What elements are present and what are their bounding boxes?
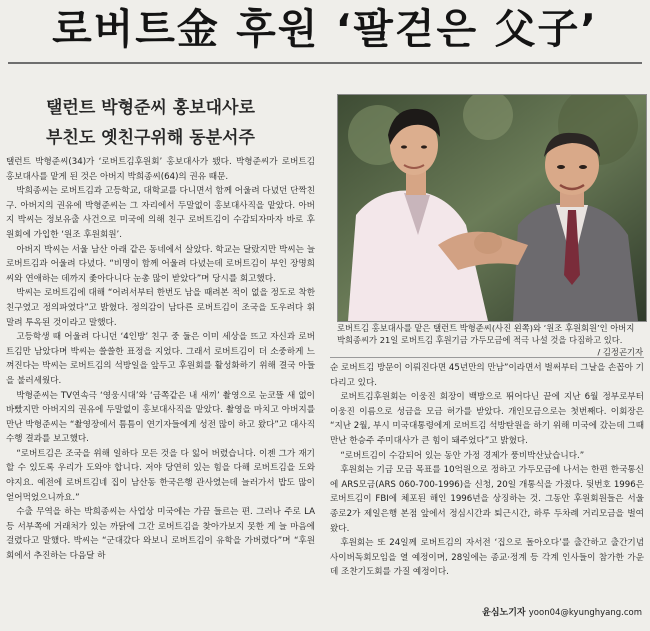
news-photo (337, 94, 647, 322)
photo-illustration (338, 95, 646, 321)
byline-email: yoon04@kyunghyang.com (528, 608, 642, 618)
article-right-column (330, 361, 644, 601)
paragraph: 수출 무역을 하는 박희종씨는 사업상 미국에는 가끔 들르는 편. 그러나 주로 LA 등 서부쪽에 거래처가 있는 까닭에 그간 로버트김을 찾아가보지 못한 게 늘 마음에 걸렸다고 말했다. 박씨는 “군대갔다 와보니 로버트김이 유학을 가버렸다”며 “후원회에서 추진하는 다음달 하 (6, 507, 315, 562)
photo-caption (337, 322, 643, 359)
paragraph: 후원회는 기금 모금 목표를 10억원으로 정하고 가두모금에 나서는 한편 한국통신에 ARS모금(ARS 060-700-1996)을 신청, 20일 개통식을 가졌다. 뒷번호 1996은 로버트김이 FBI에 체포된 해인 1996년을 상징하는 것. 그동안 후원회원들은 서울 종로2가 제일은행 본점 앞에서 정심시간과 퇴근시간, 하루 두차례 거리모금을 벌여왔다. (330, 465, 644, 534)
paragraph: 고등학생 때 어울려 다니던 ‘4인방’ 친구 중 둘은 이미 세상을 뜨고 자신과 로버트김만 남았다며 박씨는 쓸쓸한 표정을 지었다. 그래서 로버트김이 더 소중하게 느껴진다는 박씨는 로버트김의 석방일을 앞두고 후원회를 활성화하기 위해 결국 아들을 불러세웠다. (6, 332, 315, 386)
paragraph: 박씨는 로버트김에 대해 “어려서부터 한번도 남을 때려본 적이 없을 정도로 착한 친구였고 정의파였다”고 밝혔다. 정의감이 남다른 로버트김이 조국을 도우려다 휘말려 투옥된 것이라고 말했다. (6, 288, 315, 328)
paragraph: 아버지 박씨는 서울 남산 아래 같은 동네에서 살았다. 학교는 달랐지만 박씨는 늘 로버트김과 어울려 다녔다. “비명이 함께 어울려 다녔는데 로버트김이 부인 장명희씨와 연애하는 데까지 좇아다니다 눈총 많이 받았다”며 당시를 회고했다. (6, 244, 315, 284)
article-left-column (6, 155, 315, 623)
caption-divider (330, 357, 644, 358)
paragraph: “로버트김은 조국을 위해 일하다 모든 것을 다 잃어 버렸습니다. 이젠 그가 재기할 수 있도록 우리가 도와야 합니다. 저야 당연히 있는 힘을 다해 로버트김을 도와야지요. 예전에 로버트김네 집이 남산동 한국은행 관사였는데 늘러가서 밥도 많이 얻어먹었으니까요.” (6, 448, 315, 503)
caption-text: 로버트김 홍보대사를 맡은 탤런트 박형준씨(사진 왼쪽)와 ‘원조 후원회원’인 아버지 박희종씨가 21일 로버트김 후원기금 가두모금에 적극 나설 것을 다짐하고 있다. (337, 323, 635, 346)
headline-divider (8, 62, 642, 64)
subheadline-line-2: 부친도 옛친구위해 동분서주 (46, 128, 255, 148)
paragraph: 박희종씨는 로버트김과 고등학교, 대학교를 다니면서 함께 어울려 다녔던 단짝친구. 아버지의 권유에 박형준씨는 그 자리에서 두말없이 홍보대사직을 맡았다. 아버지 박씨는 정보유출 사건으로 미국에 의해 친구 로버트김이 수감되자마자 바로 후원회에 가입한 ‘원조 후원회원’. (6, 186, 315, 240)
paragraph: 순 로버트김 방문이 이뤄진다면 45년만의 만남”이라면서 벌써부터 그날을 손꼽아 기다리고 있다. (330, 363, 644, 388)
paragraph: 로버트김후원회는 이웅진 회장이 백방으로 뛰어다닌 끝에 지난 6월 정부로부터 이웅진 이름으로 성금을 모금 허가를 받았다. 개인모금으로는 첫번째다. 이회장은 “지난 2월, 부시 미국대통령에게 로버트김 석방탄원을 하기 위해 미국에 갔는데 그때 만난 한승주 주미대사가 큰 힘이 돼주었다”고 밝혔다. (330, 392, 644, 446)
subheadline-line-1: 탤런트 박형준씨 홍보대사로 (46, 98, 255, 118)
paragraph: 탤런트 박형준씨(34)가 ‘로버트김후원회’ 홍보대사가 됐다. 박형준씨가 로버트김 홍보대사를 맡게 된 것은 아버지 박희종씨(64)의 권유 때문. (6, 157, 315, 182)
paragraph: 후원회는 또 24일께 로버트김의 자서전 ‘집으로 돌아오다’를 출간하고 출간기념 사이버독회모임을 열 예정이며, 28일에는 종교·정계 등 각계 인사들이 참가한 가운데 조찬기도회를 가질 예정이다. (330, 538, 644, 578)
headline: 로버트金 후원 ‘팔걷은 父子’ (52, 5, 598, 53)
paragraph: 박형준씨는 TV연속극 ‘영웅시대’와 ‘금쪽같은 내 새끼’ 촬영으로 눈코뜰 새 없이 바빴지만 아버지의 권유에 두말없이 홍보대사직을 맡았다. 촬영을 마치고 아버지를 만난 박형준씨는 “촬영장에서 틈틈이 연기자들에게 성전 많이 하고 왔다”고 대사직 수행 결과를 보고했다. (6, 390, 315, 445)
byline (482, 605, 642, 618)
byline-name: 윤심노기자 (482, 608, 526, 618)
photo-credit: / 김정곤기자 (597, 347, 643, 358)
paragraph: “로버트김이 수감되어 있는 동안 가정 경제가 풍비박산났습니다.” (340, 450, 585, 461)
